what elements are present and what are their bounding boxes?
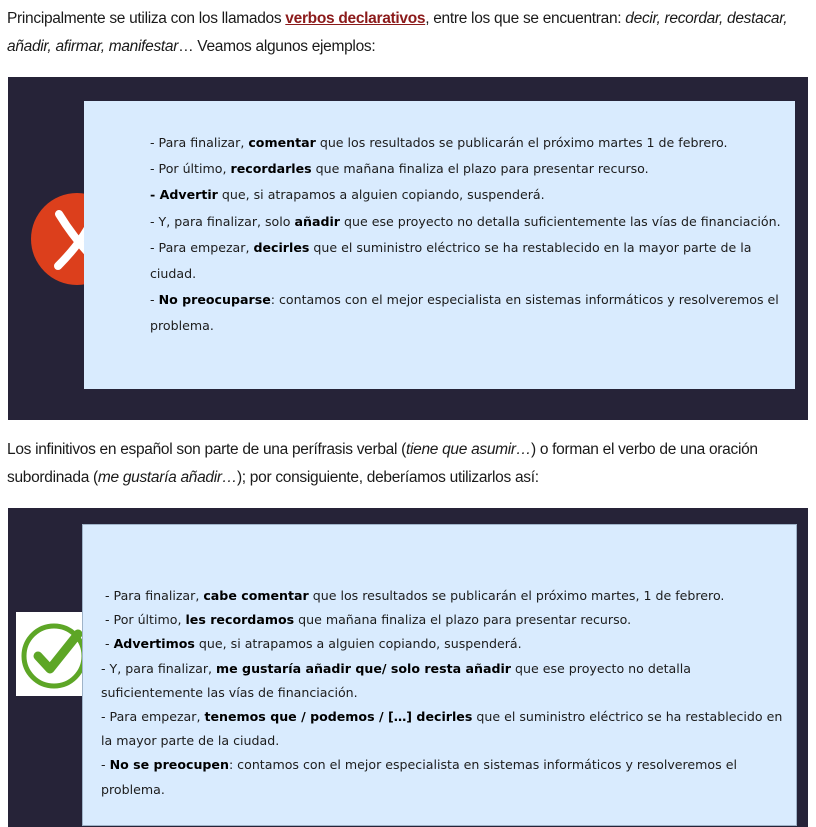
list-item: - No se preocupen: contamos con el mejor especialista en sistemas informáticos y resolveremos el problema. [101, 757, 737, 797]
intro-examples-2: añadir, afirmar, manifestar [7, 38, 179, 55]
list-item: - Para empezar, decirles que el suministro eléctrico se ha restablecido en la mayor parte de la ciudad. [150, 239, 752, 282]
intro-examples-1: decir, recordar, destacar, [625, 10, 788, 27]
list-item: - No preocuparse: contamos con el mejor especialista en sistemas informáticos y resolveremos el problema. [150, 292, 779, 334]
incorrect-examples-box [84, 101, 795, 389]
list-item: - Para finalizar, cabe comentar que los resultados se publicarán el próximo martes, 1 de febrero. [105, 588, 725, 603]
middle-text-2: ) o forman el verbo de una oración subordinada ( [7, 441, 758, 486]
list-item: - Y, para finalizar, solo añadir que ese proyecto no detalla suficientemente las vías de financiación. [150, 213, 781, 229]
incorrect-examples-list [150, 130, 786, 340]
intro-text-after: … Veamos algunos ejemplos: [178, 38, 376, 55]
intro-text-mid: , entre los que se encuentran: [425, 10, 626, 27]
list-item: - Para empezar, tenemos que / podemos / […] decirles que el suministro eléctrico se ha restablecido en la mayor parte de la ciudad. [101, 709, 783, 749]
middle-italic-1: tiene que asumir… [405, 441, 531, 458]
list-item: - Por último, recordarles que mañana finaliza el plazo para presentar recurso. [150, 161, 649, 177]
list-item: - Por último, les recordamos que mañana finaliza el plazo para presentar recurso. [105, 612, 632, 628]
intro-paragraph [7, 5, 807, 61]
middle-text-1: Los infinitivos en español son parte de una perífrasis verbal ( [7, 441, 406, 458]
list-item: - Advertimos que, si atrapamos a alguien copiando, suspenderá. [105, 636, 522, 652]
intro-text: Principalmente se utiliza con los llamados [7, 10, 286, 27]
correct-examples-list [101, 584, 791, 802]
list-item: - Advertir que, si atrapamos a alguien copiando, suspenderá. [150, 187, 545, 203]
list-item: - Para finalizar, comentar que los resultados se publicarán el próximo martes 1 de febrero. [150, 135, 728, 150]
list-item: - Y, para finalizar, me gustaría añadir que/ solo resta añadir que ese proyecto no detalla suficientemente las vías de financiación. [101, 660, 691, 700]
middle-text-3: ); por consiguiente, deberíamos utilizarlos así: [236, 469, 539, 486]
correct-examples-panel [8, 508, 808, 827]
middle-italic-2: me gustaría añadir… [97, 469, 237, 486]
correct-examples-box [82, 524, 797, 826]
incorrect-examples-panel [8, 77, 808, 420]
middle-paragraph [7, 436, 807, 492]
verbos-declarativos-link[interactable]: verbos declarativos [285, 10, 426, 27]
